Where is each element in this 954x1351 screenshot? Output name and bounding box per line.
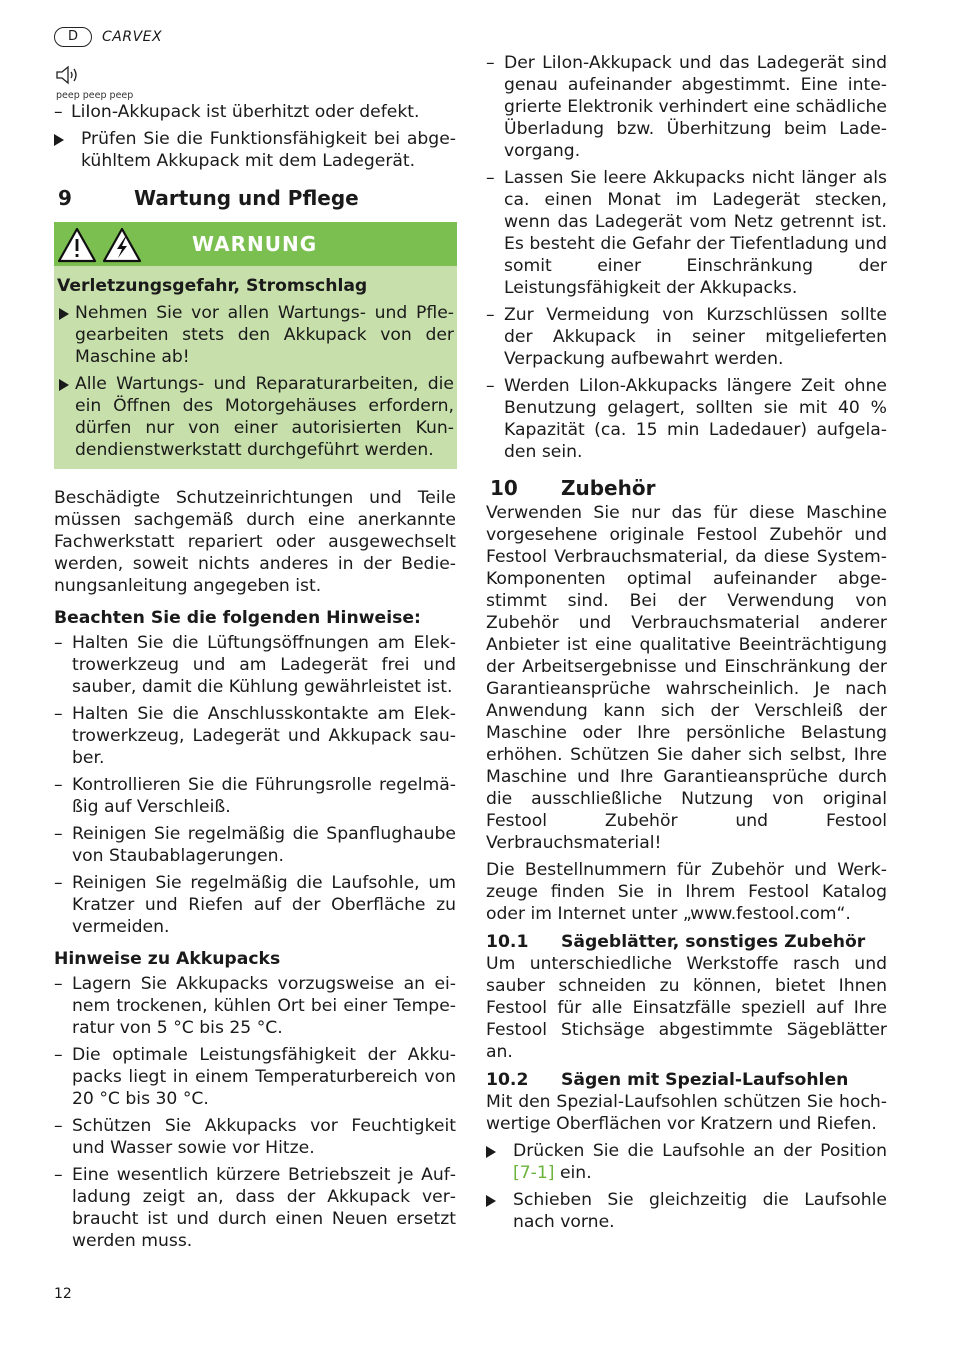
list-item: – Schützen Sie Akkupacks vor Feuchtigkeit und Wasser sowie vor Hitze.: [54, 1116, 456, 1158]
list-item: Drücken Sie die Laufsohle an der Position [7-1] ein.: [486, 1140, 887, 1184]
list-item: – Halten Sie die Anschlusskontakte am Elektrowerkzeug, Ladegerät und Akkupack sauber.: [54, 704, 456, 768]
subsection-heading: 10.1 Sägeblätter, sonstiges Zubehör: [486, 932, 866, 952]
list-item: – Kontrollieren Sie die Führungsrolle regelmäßig auf Verschleiß.: [54, 775, 456, 817]
subheading: Beachten Sie die folgenden Hinweise:: [54, 608, 421, 628]
list-item: – Reinigen Sie regelmäßig die Laufsohle, um Kratzer und Riefen auf der Oberfläche zu vermeiden.: [54, 873, 456, 937]
page-header: [54, 26, 162, 48]
speaker-icon: [54, 63, 80, 93]
subheading: Hinweise zu Akkupacks: [54, 949, 281, 969]
list-item: – Halten Sie die Lüftungsöffnungen am Elektrowerkzeug und am Ladegerät frei und sauber, damit die Kühlung gewährleistet ist.: [54, 633, 456, 697]
list-item: – Lagern Sie Akkupacks vorzugsweise an einem trockenen, kühlen Ort bei einer Temperatur von 5 °C bis 25 °C.: [54, 974, 456, 1038]
warning-item: Nehmen Sie vor allen Wartungs- und Pflegearbeiten stets den Akkupack von der Maschine ab!: [57, 302, 454, 368]
list-item: – Die optimale Leistungsfähigkeit der Akkupacks liegt in einem Temperaturbereich von 20 °C bis 30 °C.: [54, 1045, 456, 1109]
list-item: – Werden LiIon-Akkupacks längere Zeit ohne Benutzung gelagert, sollten sie mit 40 % Kapazität (ca. 15 min Ladedauer) aufgeladen sein.: [486, 376, 887, 462]
warning-box: [54, 222, 457, 469]
arrow-icon: [59, 379, 69, 391]
arrow-icon: [54, 134, 64, 146]
list-item: Schieben Sie gleichzeitig die Laufsohle nach vorne.: [486, 1189, 887, 1233]
list-item: – Eine wesentlich kürzere Betriebszeit je Aufladung zeigt an, dass der Akkupack verbraucht ist und durch einen Neuen ersetzt werden muss.: [54, 1165, 456, 1251]
warning-icons: [58, 226, 144, 270]
list-item: Prüfen Sie die Funktionsfähigkeit bei abgekühltem Akkupack mit dem Ladegerät.: [54, 128, 456, 172]
page-number: 12: [54, 1286, 72, 1302]
list-item: – LiIon-Akkupack ist überhitzt oder defekt.: [54, 102, 420, 122]
paragraph: Um unterschiedliche Werkstoffe rasch und sauber schneiden zu können, bietet Ihnen Festool für alle Einsatzfälle speziell auf Ihre Festool Stichsäge abgestimmte Sägeblätter an.: [486, 954, 887, 1062]
warning-item: Alle Wartungs- und Reparaturarbeiten, die ein Öffnen des Motorgehäuses erfordern, dürfen nur von einer autorisierten Kundendienstwerkstatt durchgeführt werden.: [57, 373, 454, 461]
list-item: – Reinigen Sie regelmäßig die Spanflughaube von Staubablagerungen.: [54, 824, 456, 866]
list-item: – Lassen Sie leere Akkupacks nicht länger als ca. einen Monat im Ladegerät stecken, wenn das Ladegerät vom Netz getrennt ist. Es besteht die Gefahr der Tiefentladung und somit einer Einschränkung der Leistungsfähigkeit der Akkupacks.: [486, 168, 887, 298]
list-item: – Zur Vermeidung von Kurzschlüssen sollte der Akkupack in seiner mitgelieferten Verpackung aufbewahrt werden.: [486, 305, 887, 369]
section-heading: 9 Wartung und Pflege: [58, 186, 359, 210]
beep-label: peep peep peep: [56, 90, 134, 101]
warning-title: WARNUNG: [192, 232, 318, 256]
paragraph: Mit den Spezial-Laufsohlen schützen Sie hochwertige Oberflächen vor Kratzern und Riefen.: [486, 1092, 887, 1134]
subsection-heading: 10.2 Sägen mit Spezial-Laufsohlen: [486, 1070, 849, 1090]
paragraph: Die Bestellnummern für Zubehör und Werkzeuge finden Sie in Ihrem Festool Katalog oder im Internet unter „www.festool.com“.: [486, 860, 887, 924]
list-item: – Der LiIon-Akkupack und das Ladegerät sind genau aufeinander abgestimmt. Eine integrierte Elektronik verhindert eine schädliche Überladung bzw. Überhitzung beim Ladevorgang.: [486, 53, 887, 161]
warning-subtitle: Verletzungsgefahr, Stromschlag: [57, 276, 368, 296]
figure-reference[interactable]: [7-1]: [513, 1163, 555, 1183]
section-heading: 10 Zubehör: [490, 476, 656, 500]
arrow-icon: [486, 1195, 496, 1207]
arrow-icon: [59, 308, 69, 320]
arrow-icon: [486, 1146, 496, 1158]
language-badge: D: [54, 27, 92, 47]
brand-name: CARVEX: [102, 29, 163, 45]
paragraph: Verwenden Sie nur das für diese Maschine vorgesehene originale Festool Zubehör und Festool Verbrauchsmaterial, da diese System-Komponenten optimal aufeinander abgestimmt sind. Bei der Verwendung von Zubehör und Verbrauchsmaterial anderer Anbieter ist eine qualitative Beeinträchtigung der Arbeitsergebnisse und Einschränkung der Garantieansprüche wahrscheinlich. Je nach Anwendung kann sich der Verschleiß der Maschine oder Ihre persönliche Belastung erhöhen. Schützen Sie daher sich selbst, Ihre Maschine und Ihre Garantieansprüche durch die ausschließliche Nutzung von original Festool Zubehör und Festool Verbrauchsmaterial!: [486, 503, 887, 853]
paragraph: Beschädigte Schutzeinrichtungen und Teile müssen sachgemäß durch eine anerkannte Fachwerkstatt repariert oder ausgewechselt werden, soweit nichts anderes in der Bedienungsanleitung angegeben ist.: [54, 488, 456, 596]
warning-header: [54, 222, 457, 266]
